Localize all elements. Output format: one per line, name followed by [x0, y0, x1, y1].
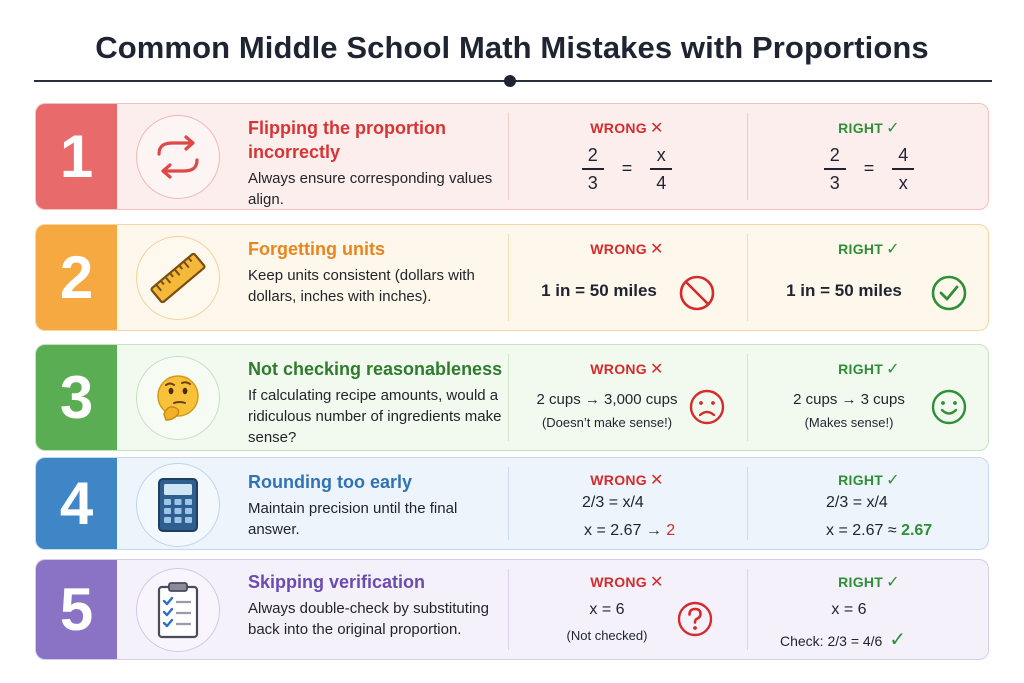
mistake-heading: Not checking reasonableness — [248, 359, 503, 379]
wrong-label: WRONG ✕ — [590, 241, 664, 258]
mistake-description: Keep units consistent (dollars with dollars, inches with inches). — [248, 267, 475, 305]
wrong-label: WRONG ✕ — [590, 120, 664, 137]
row-number: 1 — [36, 104, 117, 209]
page-title: Common Middle School Math Mistakes with Proportions — [95, 30, 929, 65]
mistake-row-4 — [35, 457, 989, 550]
wrong-label: WRONG ✕ — [590, 472, 664, 489]
cross-icon: ✕ — [650, 472, 664, 489]
mistake-row-2 — [35, 224, 989, 331]
mistake-description: Maintain precision until the final answer. — [248, 500, 458, 538]
fraction-right: $\frac{4}{x}$ — [892, 144, 914, 194]
mistake-row-3 — [35, 344, 989, 451]
answer-line: x = 6 — [589, 601, 625, 618]
cups-note: (Doesn’t make sense!) — [541, 415, 673, 430]
right-label: RIGHT ✓ — [838, 574, 900, 591]
mistake-heading: Flipping the proportion incorrectly — [248, 118, 446, 162]
mistake-heading: Rounding too early — [248, 472, 412, 492]
right-label: RIGHT ✓ — [838, 361, 900, 378]
verification-note: (Not checked) — [566, 628, 648, 643]
happy-face-icon — [930, 388, 968, 426]
clipboard-checklist-icon — [136, 568, 220, 652]
rounding-line: x = 2.67 → 2 — [584, 522, 676, 539]
check-icon: ✓ — [889, 629, 906, 651]
rounding-line: x = 2.67 ≈ 2.67 — [826, 522, 933, 539]
mistake-heading: Skipping verification — [248, 572, 426, 592]
cups-statement: 2 cups → 3 cups — [793, 391, 905, 408]
answer-line: x = 6 — [831, 601, 867, 618]
fraction-left: $\frac{2}{3}$ — [824, 144, 846, 194]
fraction-right: $\frac{x}{4}$ — [650, 144, 672, 194]
cross-icon: ✕ — [650, 241, 664, 258]
wrong-example — [508, 225, 746, 330]
right-example — [748, 345, 989, 450]
mistake-description: Always ensure corresponding values align. — [248, 170, 493, 208]
unit-statement: 1 in = 50 miles — [541, 281, 657, 300]
right-example — [748, 458, 989, 549]
mistake-description: If calculating recipe amounts, would a ridiculous number of ingredients make sense? — [248, 387, 502, 446]
cups-statement: 2 cups → 3,000 cups — [536, 391, 678, 408]
right-label: RIGHT ✓ — [838, 241, 900, 258]
check-icon: ✓ — [886, 241, 900, 258]
verification-check: Check: 2/3 = 4/6 ✓ — [780, 629, 906, 651]
check-circle-icon — [930, 274, 968, 312]
row-number: 3 — [36, 345, 117, 450]
cross-icon: ✕ — [650, 120, 664, 137]
ruler-icon — [136, 236, 220, 320]
equals-sign: = — [863, 158, 875, 179]
check-icon: ✓ — [886, 574, 900, 591]
cross-icon: ✕ — [650, 574, 664, 591]
mistake-row-1 — [35, 103, 989, 210]
right-example — [748, 104, 989, 209]
equation-line: 2/3 = x/4 — [582, 494, 644, 511]
fraction-left: $\frac{2}{3}$ — [582, 144, 604, 194]
check-icon: ✓ — [886, 361, 900, 378]
mistake-row-5 — [35, 559, 989, 660]
equals-sign: = — [621, 158, 633, 179]
equation-line: 2/3 = x/4 — [826, 494, 888, 511]
cross-icon: ✕ — [650, 361, 664, 378]
rounded-result: 2 — [666, 522, 676, 539]
title-divider-dot — [504, 75, 516, 87]
wrong-label: WRONG ✕ — [590, 361, 664, 378]
swap-arrows-icon — [136, 115, 220, 199]
row-number: 5 — [36, 560, 117, 659]
row-number: 4 — [36, 458, 117, 549]
right-example — [748, 560, 989, 659]
wrong-example — [508, 104, 746, 209]
check-icon: ✓ — [886, 120, 900, 137]
calculator-icon — [136, 463, 220, 547]
right-example — [748, 225, 989, 330]
right-label: RIGHT ✓ — [838, 472, 900, 489]
wrong-example — [508, 458, 746, 549]
row-number: 2 — [36, 225, 117, 330]
wrong-label: WRONG ✕ — [590, 574, 664, 591]
unit-statement: 1 in = 50 miles — [786, 281, 902, 300]
mistake-heading: Forgetting units — [248, 239, 385, 259]
cups-note: (Makes sense!) — [804, 415, 894, 430]
precise-result: 2.67 — [901, 522, 933, 539]
right-label: RIGHT ✓ — [838, 120, 900, 137]
check-icon: ✓ — [886, 472, 900, 489]
mistake-description: Always double-check by substituting back into the original proportion. — [248, 600, 489, 638]
thinking-face-icon — [136, 356, 220, 440]
